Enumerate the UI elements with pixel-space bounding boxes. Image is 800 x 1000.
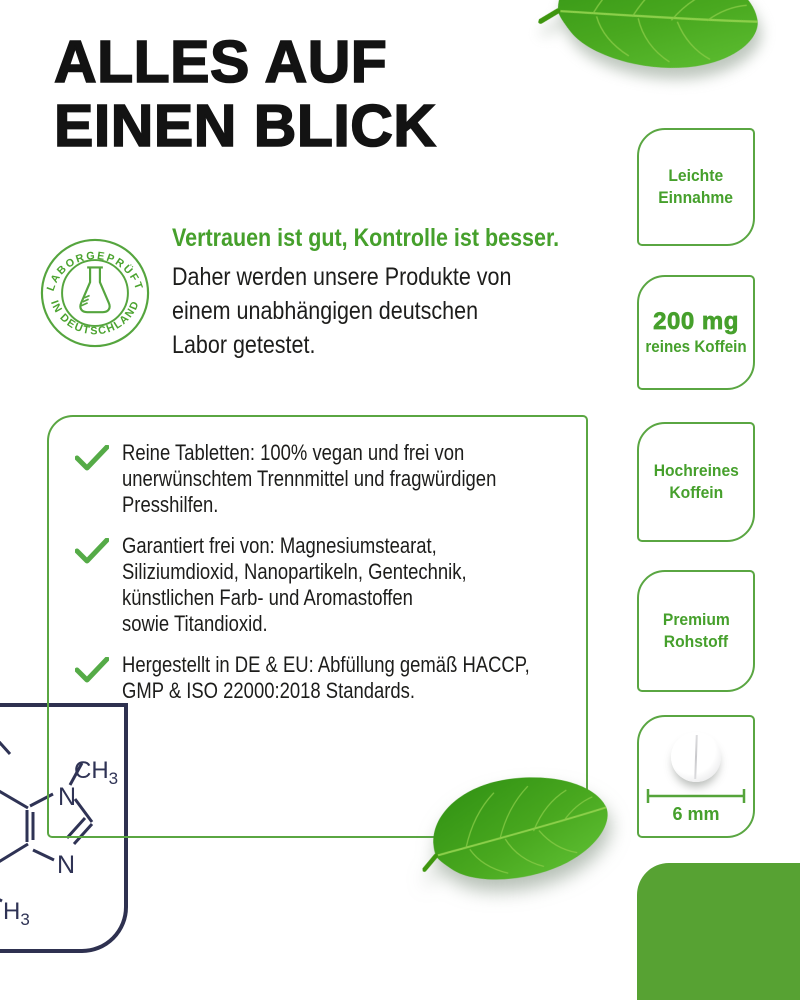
feature-box-hochreines-koffein — [637, 422, 755, 542]
feature-box-label: Koffein — [669, 483, 723, 502]
svg-text:LABORGEPRÜFT — [45, 250, 145, 293]
checklist-item-text — [122, 652, 530, 704]
intro-block — [172, 224, 559, 362]
checkmark-icon — [75, 538, 109, 564]
checklist-item — [75, 652, 586, 704]
molecule-n-label: N — [58, 783, 77, 811]
erlenmeyer-flask-icon — [80, 267, 109, 312]
lab-tested-badge — [38, 236, 152, 350]
checklist-line: GMP & ISO 22000:2018 Standards. — [122, 678, 415, 703]
svg-text:IN DEUTSCHLAND — [48, 298, 142, 337]
leaf-image-bottom — [415, 763, 633, 908]
feature-box-label: Hochreines — [653, 461, 739, 480]
page-title — [54, 30, 436, 158]
badge-inner-ring — [62, 260, 128, 326]
feature-box-leichte-einnahme — [637, 128, 755, 246]
checklist-line: Garantiert frei von: Magnesiumstearat, — [122, 533, 437, 558]
page-title-line1: ALLES AUF — [54, 29, 388, 95]
feature-box-label: Premium — [662, 610, 730, 629]
page-title-line2: EINEN BLICK — [54, 93, 437, 159]
checklist-line: Siliziumdioxid, Nanopartikeln, Gentechnik, — [122, 559, 467, 584]
checklist-line: sowie Titandioxid. — [122, 611, 268, 636]
feature-box-200mg — [637, 275, 755, 390]
feature-box-label: Einnahme — [658, 188, 734, 207]
checklist-line: künstlichen Farb- und Aromastoffen — [122, 585, 413, 610]
badge-arc-top-text: LABORGEPRÜFT — [44, 249, 146, 293]
tablet-image — [671, 732, 721, 782]
checklist-line: Presshilfen. — [122, 492, 219, 517]
intro-line: Daher werden unsere Produkte von — [172, 263, 512, 291]
checklist-line: unerwünschtem Trennmittel und fragwürdigen — [122, 466, 497, 491]
dose-amount-label: 200 mg — [653, 308, 739, 335]
dose-description-label: reines Koffein — [645, 338, 747, 356]
intro-line: Labor getestet. — [172, 331, 316, 359]
badge-arc-bottom-text: IN DEUTSCHLAND — [48, 298, 143, 338]
checkmark-icon — [75, 445, 109, 471]
checklist-item — [75, 533, 586, 637]
checklist-item-text — [122, 440, 496, 518]
checklist-line: Hergestellt in DE & EU: Abfüllung gemäß HACCP, — [122, 652, 530, 677]
tablet-diameter-label: 6 mm — [672, 804, 720, 824]
feature-box-tablet-size — [637, 715, 755, 838]
checklist-item-text — [122, 533, 467, 637]
checklist-item — [75, 440, 586, 518]
checkmark-icon — [75, 657, 109, 683]
feature-box-label: Rohstoff — [663, 632, 729, 651]
molecule-ch3-label: $CH_3$ — [74, 757, 119, 788]
measurement-ruler — [646, 789, 746, 803]
molecule-n-label: N — [57, 851, 76, 879]
feature-box-premium-rohstoff — [637, 570, 755, 692]
intro-line: einem unabhängigen deutschen — [172, 297, 479, 325]
intro-headline: Vertrauen ist gut, Kontrolle ist besser. — [172, 224, 560, 252]
molecule-h3-label: $H_3$ — [3, 898, 30, 929]
green-accent-box — [637, 863, 800, 1000]
checklist-line: Reine Tabletten: 100% vegan und frei von — [122, 440, 465, 465]
leaf-image-top — [528, 0, 791, 119]
feature-box-label: Leichte — [668, 166, 724, 185]
